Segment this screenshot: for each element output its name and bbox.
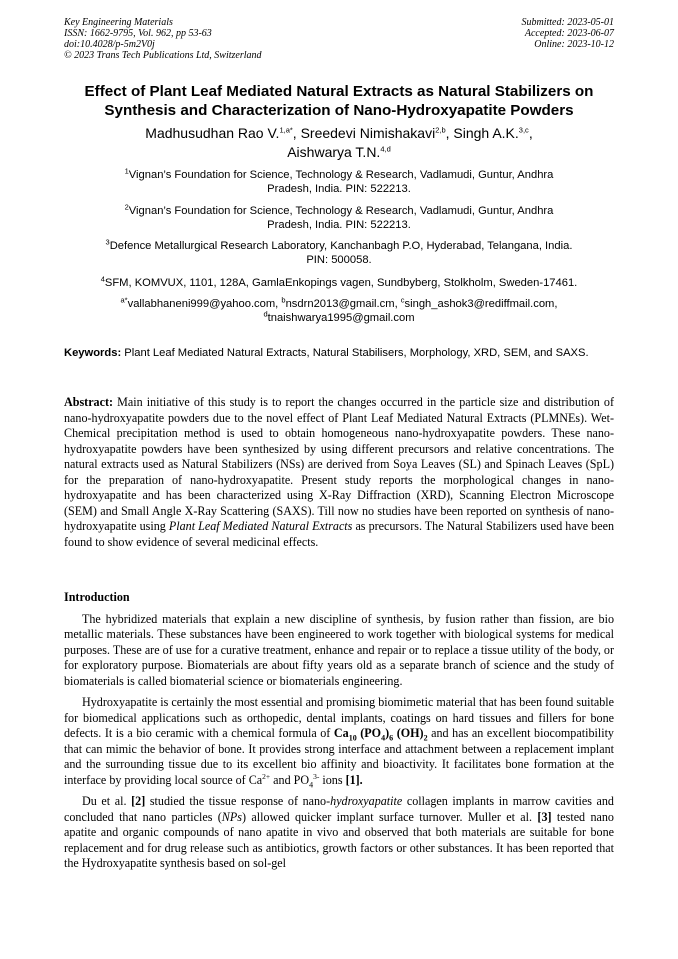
accepted-date: Accepted: 2023-06-07 (524, 28, 614, 39)
paragraph-1: The hybridized materials that explain a new discipline of synthesis, by fusion rather than fission, are bio metallic materials. These substances have been engineered to work together with biological systems for medical purposes. These are of use for a curative treatment, enhance and repair or to replace a tissue utility of the body, or for exploratory purpose. Biomaterials are about fifty years old as a separate branch of science and the study of biomaterials is called biomaterial science or biomaterials engineering. (64, 611, 614, 688)
paragraph-3: Du et al. [2] studied the tissue response of nano-hydroxyapatite collagen implants in marrow cavities and concluded that nano particles (NPs) allowed quicker implant surface turnover. Muller et al. [3] tested nano apatite and organic compounds of nano apatite in vivo and observed that both materials are suitable for bone replacement and for drug release such as antibiotics, growth factors or other substances. It has been reported that the Hydroxyapatite synthesis based on sol-gel (64, 794, 614, 870)
issn: ISSN: 1662-9795, Vol. 962, pp 53-63 (64, 28, 212, 39)
doi: doi:10.4028/p-5m2V0j (64, 39, 155, 50)
email-c[interactable]: singh_ashok3@rediffmail.com, (404, 298, 558, 310)
section-heading: Introduction (64, 590, 130, 604)
paragraph-2: Hydroxyapatite is certainly the most essential and promising biomimetic material that has been found suitable for biomedical applications such as orthopedic, dental implants, coatings on hard tissues and fillers for bone defects. It is a bio ceramic with a chemical formula of $Ca_{10}$ $(PO_4)_6$ $(OH)_2$ and has an excellent biocompatibility that can mimic the behavior of bone. It provides strong interface and attachment between a replacement implant and the surrounding tissue due to its excellent bio affinity and bioactivity. It facilitates bone formation at the interface by providing local source of $Ca^{2+}$ and $PO_4^{3-}$ ions [1]. (64, 695, 614, 789)
online-date: Online: 2023-10-12 (534, 39, 614, 50)
author-3: , Singh A.K. (445, 125, 519, 141)
author-1: Madhusudhan Rao V. (145, 125, 280, 141)
introduction (64, 590, 614, 872)
affiliation-3: $^3$Defence Metallurgical Research Laboratory, Kanchanbagh P.O, Hyderabad, Telangana, India. PIN: 500058. (105, 237, 573, 266)
journal-header (64, 17, 262, 61)
author-list: Madhusudhan Rao V.$^{1,a*}$, Sreedevi Nimishakavi$^{2,b}$, Singh A.K.$^{3,c}$, Aishwarya T.N.$^{4,d}$ (145, 125, 533, 160)
journal-name: Key Engineering Materials (64, 17, 173, 28)
reference-3: [3] (537, 809, 552, 824)
keywords-label: Keywords: (64, 347, 122, 359)
email-d[interactable]: tnaishwarya1995@gmail.com (267, 312, 415, 324)
email-b[interactable]: nsdrn2013@gmail.cm, (285, 298, 401, 310)
keywords (64, 346, 614, 360)
author-4: Aishwarya T.N. (287, 144, 381, 160)
reference-1: [1]. (345, 772, 363, 787)
email-a[interactable]: vallabhaneni999@yahoo.com, (127, 298, 282, 310)
abstract: Abstract: Main initiative of this study is to report the changes occurred in the particle size and distribution of nano-hydroxyapatite powders due to the novel effect of Plant Leaf Mediated Natural Extracts (PLMNEs). Wet-Chemical precipitation method is used to obtain homogeneous nano-hydroxyapatite powders. These nano-hydroxyapatite powders have been synthesized by using different precursors and relative concentrations. The natural extracts used as Natural Stabilizers (NSs) are derived from Soya Leaves (SL) and Spinach Leaves (SpL) for the preparation of nano-hydroxyapatite. Present study reports the morphological changes in nano-hydroxyapatite and has been characterized using X-Ray Diffraction (XRD), Scanning Electron Microscope (SEM) and Small Angle X-Ray Scattering (SAXS). Till now no studies have been reported on synthesis of nano-hydroxyapatite using Plant Leaf Mediated Natural Extracts as precursors. The Natural Stabilizers used have been found to show evidence of several medicinal effects. (64, 395, 615, 549)
dates-header (522, 17, 615, 50)
paper-title: Effect of Plant Leaf Mediated Natural Extracts as Natural Stabilizers on Synthesis and Characterization of Nano-Hydroxyapatite Powders (84, 83, 594, 119)
copyright: © 2023 Trans Tech Publications Ltd, Switzerland (64, 50, 262, 61)
submitted-date: Submitted: 2023-05-01 (521, 17, 614, 28)
affiliation-1: $^1$Vignan’s Foundation for Science, Technology & Research, Vadlamudi, Guntur, Andhra Pradesh, India. PIN: 522213. (124, 166, 554, 195)
affiliation-4: $^4$SFM, KOMVUX, 1101, 128A, GamlaEnkopings vagen, Sundbyberg, Stolkholm, Sweden-17461. (100, 274, 578, 289)
affiliation-2: $^2$Vignan’s Foundation for Science, Technology & Research, Vadlamudi, Guntur, Andhra Pradesh, India. PIN: 522213. (124, 202, 554, 231)
keywords-text: Plant Leaf Mediated Natural Extracts, Natural Stabilisers, Morphology, XRD, SEM, and SAXS. (121, 347, 589, 359)
author-2: , Sreedevi Nimishakavi (292, 125, 436, 141)
email-list: $^{a*}$vallabhaneni999@yahoo.com, $^b$nsdrn2013@gmail.cm, $^c$singh_ashok3@rediffmail.com, $^d$tnaishwarya1995@gmail.com (120, 295, 558, 324)
reference-2: [2] (131, 794, 146, 808)
abstract-label: Abstract: (64, 395, 114, 409)
